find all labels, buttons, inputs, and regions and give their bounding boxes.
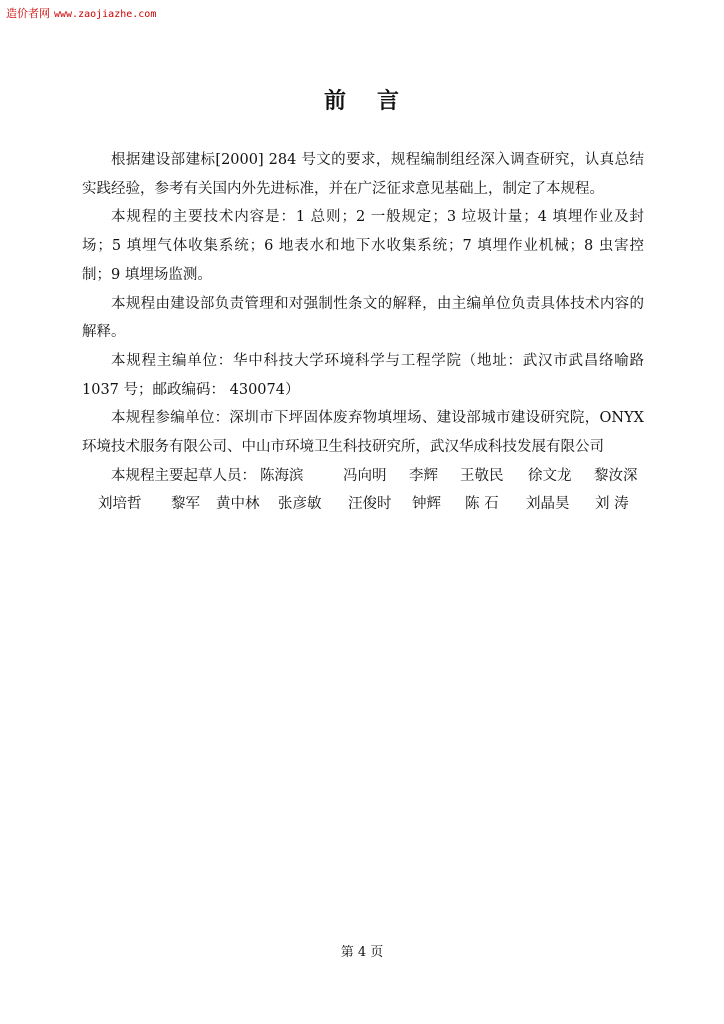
drafters-row-1 (82, 462, 644, 491)
drafter-name: 张彦敏 (278, 496, 322, 513)
page-title (0, 84, 724, 115)
drafters-label: 本规程主要起草人员： (111, 467, 256, 484)
drafter-name: 黄中林 (216, 496, 260, 513)
drafter-name: 黎军 (171, 496, 200, 513)
title-char-1: 前 (323, 88, 347, 114)
drafters-row-2 (82, 490, 644, 519)
drafter-name: 冯向明 (343, 467, 387, 484)
paragraph-basis: 根据建设部建标[2000] 284 号文的要求，规程编制组经深入调查研究，认真总结实践经验，参考有关国内外先进标准，并在广泛征求意见基础上，制定了本规程。 (82, 152, 644, 197)
paragraph-management: 本规程由建设部负责管理和对强制性条文的解释，由主编单位负责具体技术内容的解释。 (82, 295, 644, 341)
drafter-name: 陈 石 (465, 496, 499, 513)
watermark-site-name: 造价者网 (6, 7, 50, 20)
drafter-name: 徐文龙 (528, 467, 572, 484)
site-watermark (6, 5, 156, 21)
document-body (82, 146, 644, 520)
paragraph-participating-units: 本规程参编单位：深圳市下坪固体废弃物填埋场、建设部城市建设研究院，ONYX 环境技术服务有限公司、中山市环境卫生科技研究所，武汉华成科技发展有限公司 (82, 410, 644, 456)
watermark-url: www.zaojiazhe.com (54, 9, 157, 20)
drafter-name: 汪俊时 (348, 496, 392, 513)
drafter-name: 刘培哲 (98, 496, 142, 513)
drafter-name: 陈海滨 (260, 467, 304, 484)
page-number: 第 4 页 (340, 945, 384, 960)
drafters-block (82, 462, 644, 520)
paragraph-contents: 本规程的主要技术内容是：1 总则；2 一般规定；3 垃圾计量；4 填埋作业及封场；5 填埋气体收集系统；6 地表水和地下水收集系统；7 填埋作业机械；8 虫害控制；9 填埋场监测。 (82, 209, 644, 283)
paragraph-chief-editor: 本规程主编单位：华中科技大学环境科学与工程学院（地址：武汉市武昌络喻路 1037 号；邮政编码： 430074） (82, 352, 644, 398)
drafter-name: 钟辉 (412, 496, 441, 513)
drafter-name: 黎汝深 (594, 467, 638, 484)
drafter-name: 王敬民 (460, 467, 504, 484)
title-char-2: 言 (377, 88, 401, 114)
drafter-name: 刘晶昊 (526, 496, 570, 513)
drafter-name: 刘 涛 (595, 496, 629, 513)
drafter-name: 李辉 (409, 467, 438, 484)
